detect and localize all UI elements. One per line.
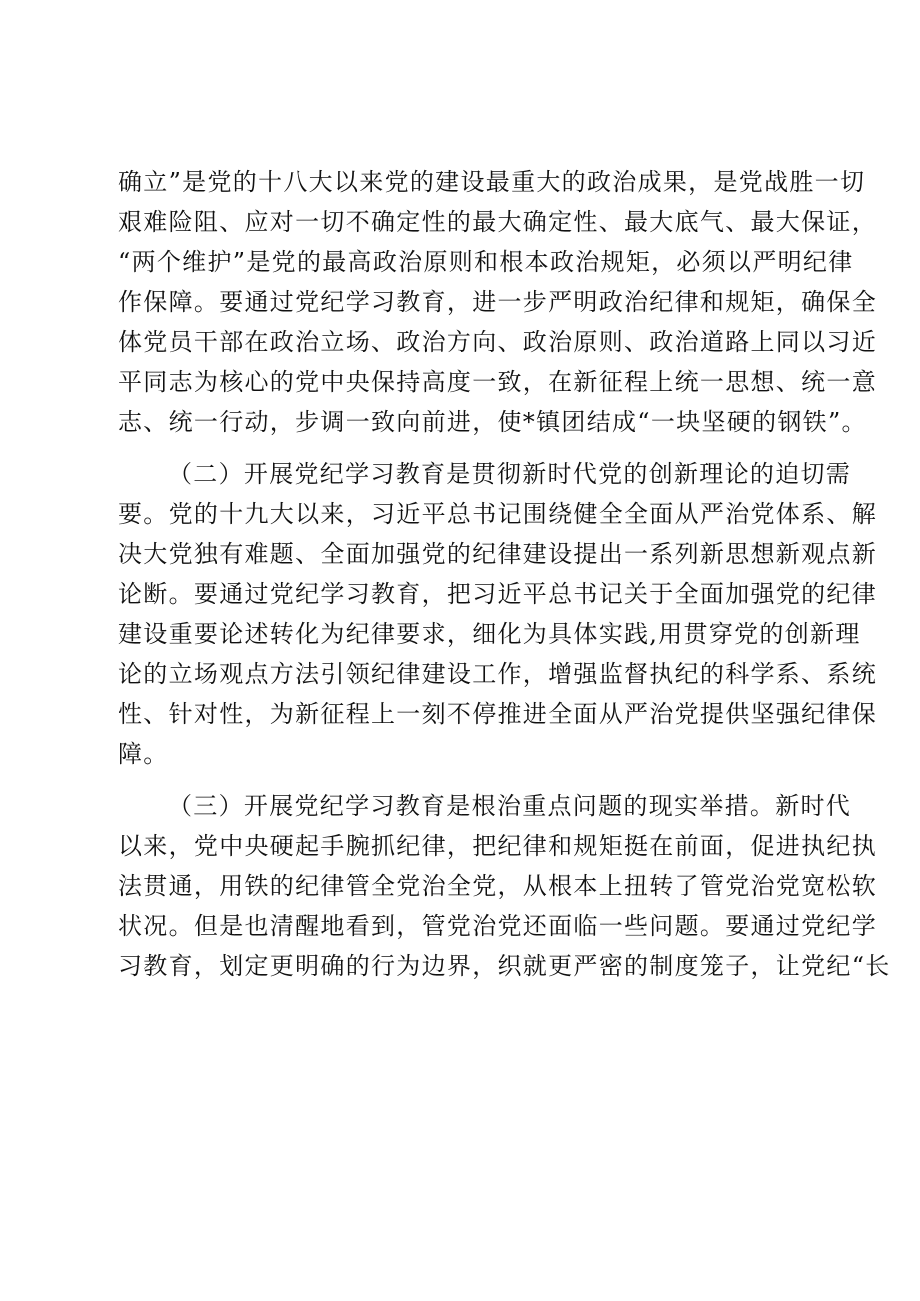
text-line: 确立”是党的十八大以来党的建设最重大的政治成果，是党战胜一切 [118, 168, 866, 196]
text-line: 以来，党中央硬起手腕抓纪律，把纪律和规矩挺在前面，促进执纪执 [118, 832, 877, 860]
text-line: （三）开展党纪学习教育是根治重点问题的现实举措。新时代 [168, 792, 852, 820]
text-line: 法贯通，用铁的纪律管全党治全党，从根本上扭转了管党治党宽松软 [118, 872, 877, 900]
text-line: 要。党的十九大以来，习近平总书记围绕健全全面从严治党体系、解 [118, 500, 877, 528]
paragraph-3 [118, 786, 891, 986]
text-line: 决大党独有难题、全面加强党的纪律建设提出一系列新思想新观点新 [118, 540, 877, 568]
text-line: 性、针对性，为新征程上一刻不停推进全面从严治党提供坚强纪律保 [118, 700, 877, 728]
text-line: 建设重要论述转化为纪律要求，细化为具体实践,用贯穿党的创新理 [118, 620, 861, 648]
text-line: 艰难险阻、应对一切不确定性的最大确定性、最大底气、最大保证， [118, 208, 877, 236]
text-line: 习教育，划定更明确的行为边界，织就更严密的制度笼子，让党纪“长 [118, 952, 891, 980]
text-line: 障。 [118, 740, 169, 768]
paragraph-1 [118, 162, 877, 442]
text-line: 状况。但是也清醒地看到，管党治党还面临一些问题。要通过党纪学 [118, 912, 877, 940]
text-line: 论的立场观点方法引领纪律建设工作，增强监督执纪的科学系、系统 [118, 660, 877, 688]
text-line: 作保障。要通过党纪学习教育，进一步严明政治纪律和规矩，确保全 [118, 288, 877, 316]
document-body [118, 162, 891, 986]
text-line: “两个维护”是党的最高政治原则和根本政治规矩，必须以严明纪律 [118, 248, 854, 276]
text-line: 平同志为核心的党中央保持高度一致，在新征程上统一思想、统一意 [118, 368, 877, 396]
text-line: 志、统一行动，步调一致向前进，使*镇团结成“一块坚硬的钢铁”。 [118, 408, 867, 436]
text-line: （二）开展党纪学习教育是贯彻新时代党的创新理论的迫切需 [168, 460, 852, 488]
text-line: 论断。要通过党纪学习教育，把习近平总书记关于全面加强党的纪律 [118, 580, 877, 608]
text-line: 体党员干部在政治立场、政治方向、政治原则、政治道路上同以习近 [118, 328, 877, 356]
paragraph-2 [118, 454, 877, 774]
